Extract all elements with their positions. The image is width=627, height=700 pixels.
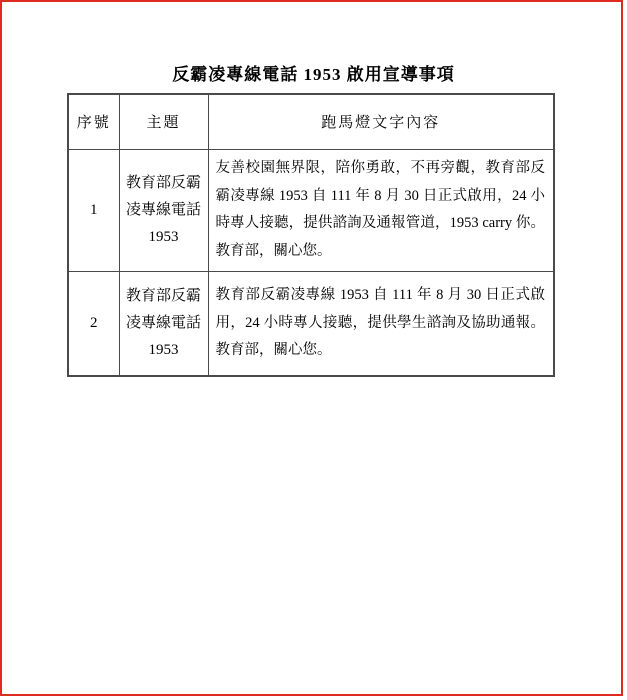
row-2-marquee-text: 教育部反霸凌專線 1953 自 111 年 8 月 30 日正式啟用，24 小時專人接聽，提供學生諮詢及協助通報。教育部，關心您。: [208, 271, 554, 376]
document-title: 反霸凌專線電話 1953 啟用宣導事項: [172, 65, 455, 84]
row-1-number: 1: [68, 149, 119, 271]
row-1-marquee-text: 友善校園無界限，陪你勇敢，不再旁觀，教育部反霸凌專線 1953 自 111 年 8 月 30 日正式啟用，24 小時專人接聽，提供諮詢及通報管道，1953 carry 你。教育部，關心您。: [208, 149, 554, 271]
table-header-row: [68, 94, 554, 149]
announcement-table: [67, 93, 555, 377]
row-1-topic-text: 教育部反霸凌專線電話 1953: [125, 174, 201, 245]
column-header-topic: 主題: [119, 94, 208, 149]
row-1-topic-cell: [119, 149, 208, 271]
table-row: [68, 271, 554, 376]
table-row: [68, 149, 554, 271]
row-2-topic-cell: [119, 271, 208, 376]
column-header-marquee-content: 跑馬燈文字內容: [208, 94, 554, 149]
row-2-topic-text: 教育部反霸凌專線電話 1953: [125, 287, 201, 358]
row-2-number: 2: [68, 271, 119, 376]
column-header-seq: 序號: [68, 94, 119, 149]
